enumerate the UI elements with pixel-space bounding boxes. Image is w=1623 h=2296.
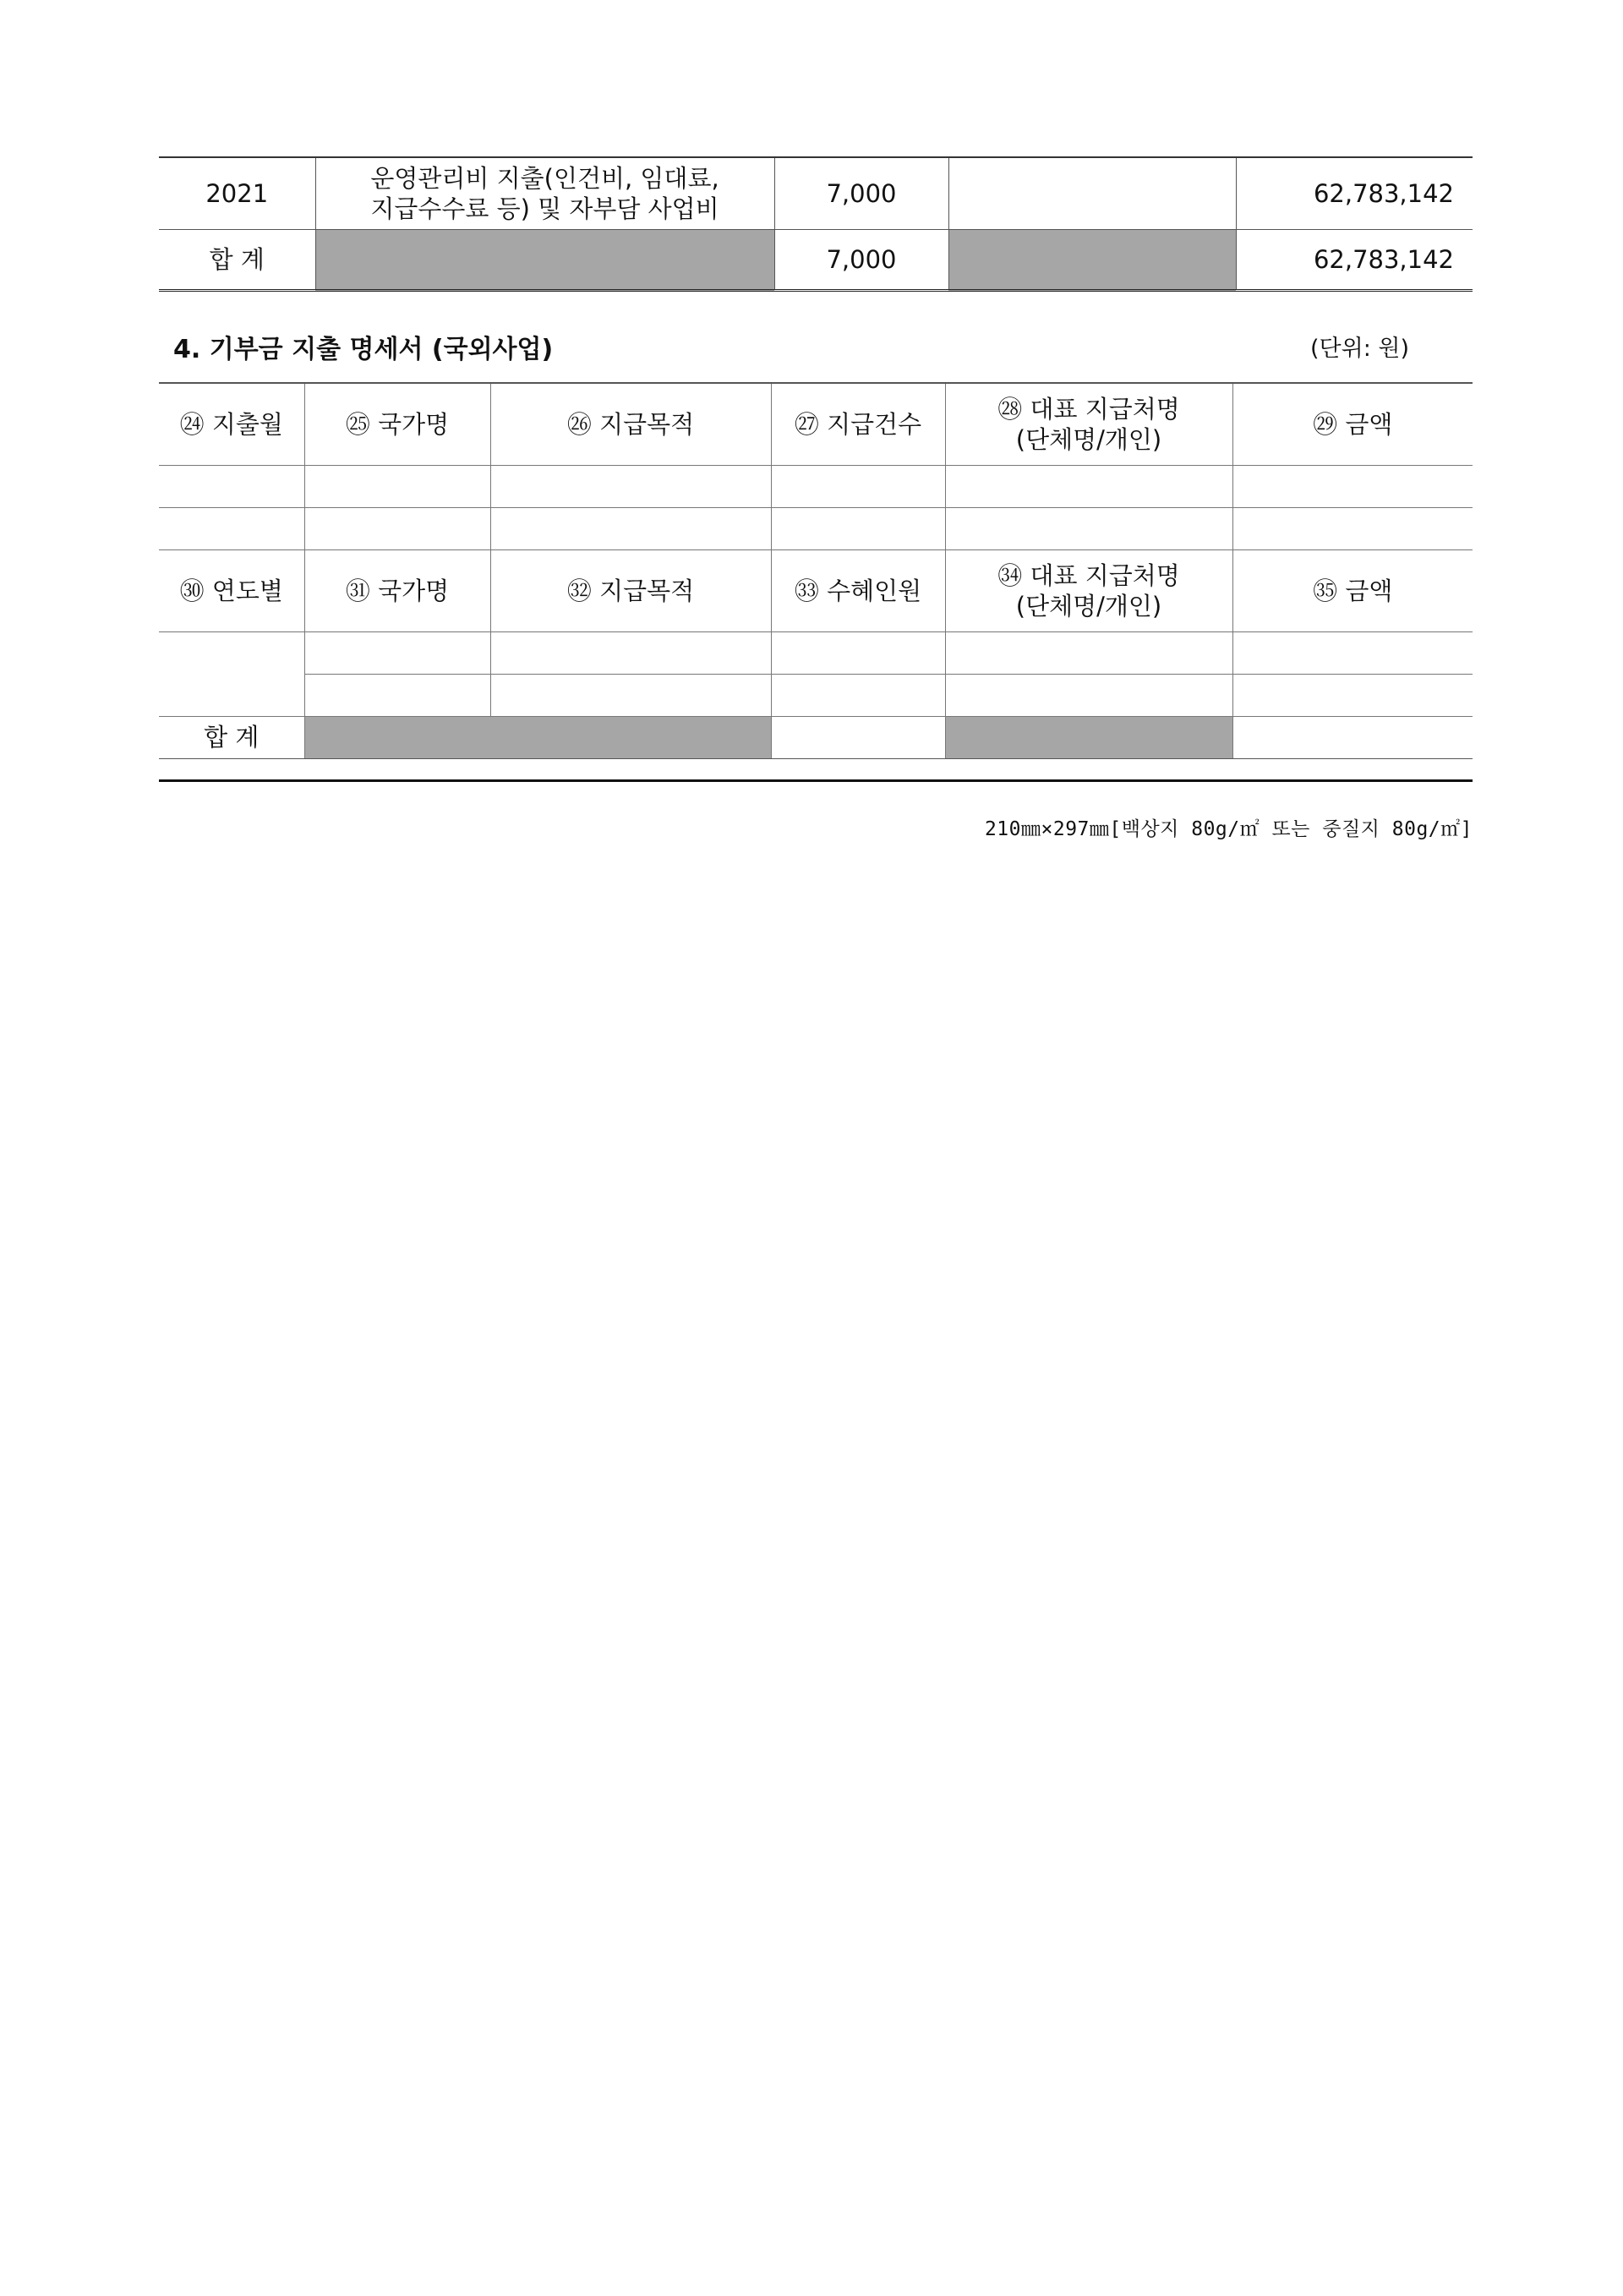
description-line: 지급수수료 등) 및 자부담 사업비 — [370, 194, 719, 223]
amount-cell: 62,783,142 — [1236, 157, 1473, 230]
empty-cell — [1232, 675, 1473, 717]
empty-cell — [490, 508, 771, 550]
empty-cell — [1232, 508, 1473, 550]
description-cell — [315, 157, 774, 230]
empty-cell — [304, 675, 490, 717]
expense-table-overseas — [159, 382, 1473, 759]
header-purpose: ㉖ 지급목적 — [490, 383, 771, 466]
section-title: 4. 기부금 지출 명세서 (국외사업) — [173, 335, 554, 364]
empty-cell — [771, 675, 945, 717]
empty-cell — [490, 675, 771, 717]
paper-spec-footnote: 210㎜×297㎜[백상지 80g/㎡ 또는 중질지 80g/㎡] — [984, 818, 1473, 840]
total-row — [159, 717, 1473, 759]
empty-cell — [771, 508, 945, 550]
total-count: 7,000 — [774, 230, 948, 291]
header-year: ㉚ 연도별 — [159, 550, 304, 632]
empty-cell — [945, 675, 1232, 717]
total-label: 합 계 — [159, 717, 304, 759]
shaded-cell — [948, 230, 1236, 291]
unit-label: (단위: 원) — [1310, 336, 1409, 362]
header-row — [159, 550, 1473, 632]
header-recipient-line: ㉘ 대표 지급처명 — [997, 394, 1180, 424]
count-cell: 7,000 — [774, 157, 948, 230]
empty-cell — [490, 466, 771, 508]
empty-cell — [771, 466, 945, 508]
header-country: ㉛ 국가명 — [304, 550, 490, 632]
header-country: ㉕ 국가명 — [304, 383, 490, 466]
header-amount: ㉙ 금액 — [1232, 383, 1473, 466]
table-row — [159, 466, 1473, 508]
empty-cell — [159, 508, 304, 550]
empty-cell — [771, 717, 945, 759]
description-line: 운영관리비 지출(인건비, 임대료, — [370, 163, 719, 193]
empty-cell — [945, 466, 1232, 508]
total-amount: 62,783,142 — [1236, 230, 1473, 291]
header-month: ㉔ 지출월 — [159, 383, 304, 466]
header-recipient-line: (단체명/개인) — [1015, 425, 1162, 454]
empty-cell — [490, 632, 771, 675]
table-row — [159, 508, 1473, 550]
recipient-cell — [948, 157, 1236, 230]
header-amount: ㉟ 금액 — [1232, 550, 1473, 632]
year-cell: 2021 — [159, 157, 315, 230]
empty-cell — [304, 508, 490, 550]
empty-cell — [1232, 466, 1473, 508]
empty-cell — [159, 466, 304, 508]
table-row — [159, 632, 1473, 675]
table-row — [159, 157, 1473, 230]
shaded-cell — [315, 230, 774, 291]
shaded-cell — [304, 717, 771, 759]
empty-cell — [159, 632, 304, 717]
header-row — [159, 383, 1473, 466]
total-row — [159, 230, 1473, 291]
empty-cell — [1232, 632, 1473, 675]
header-purpose: ㉜ 지급목적 — [490, 550, 771, 632]
header-count: ㉗ 지급건수 — [771, 383, 945, 466]
empty-cell — [945, 508, 1232, 550]
closing-rule — [159, 779, 1473, 782]
header-recipient — [945, 550, 1232, 632]
empty-cell — [304, 632, 490, 675]
total-label: 합 계 — [159, 230, 315, 291]
empty-cell — [771, 632, 945, 675]
table-row — [159, 675, 1473, 717]
empty-cell — [304, 466, 490, 508]
header-recipient — [945, 383, 1232, 466]
expense-table-domestic — [159, 156, 1473, 292]
empty-cell — [1232, 717, 1473, 759]
shaded-cell — [945, 717, 1232, 759]
header-beneficiaries: ㉝ 수혜인원 — [771, 550, 945, 632]
header-recipient-line: (단체명/개인) — [1015, 592, 1162, 620]
empty-cell — [945, 632, 1232, 675]
header-recipient-line: ㉞ 대표 지급처명 — [997, 560, 1180, 590]
